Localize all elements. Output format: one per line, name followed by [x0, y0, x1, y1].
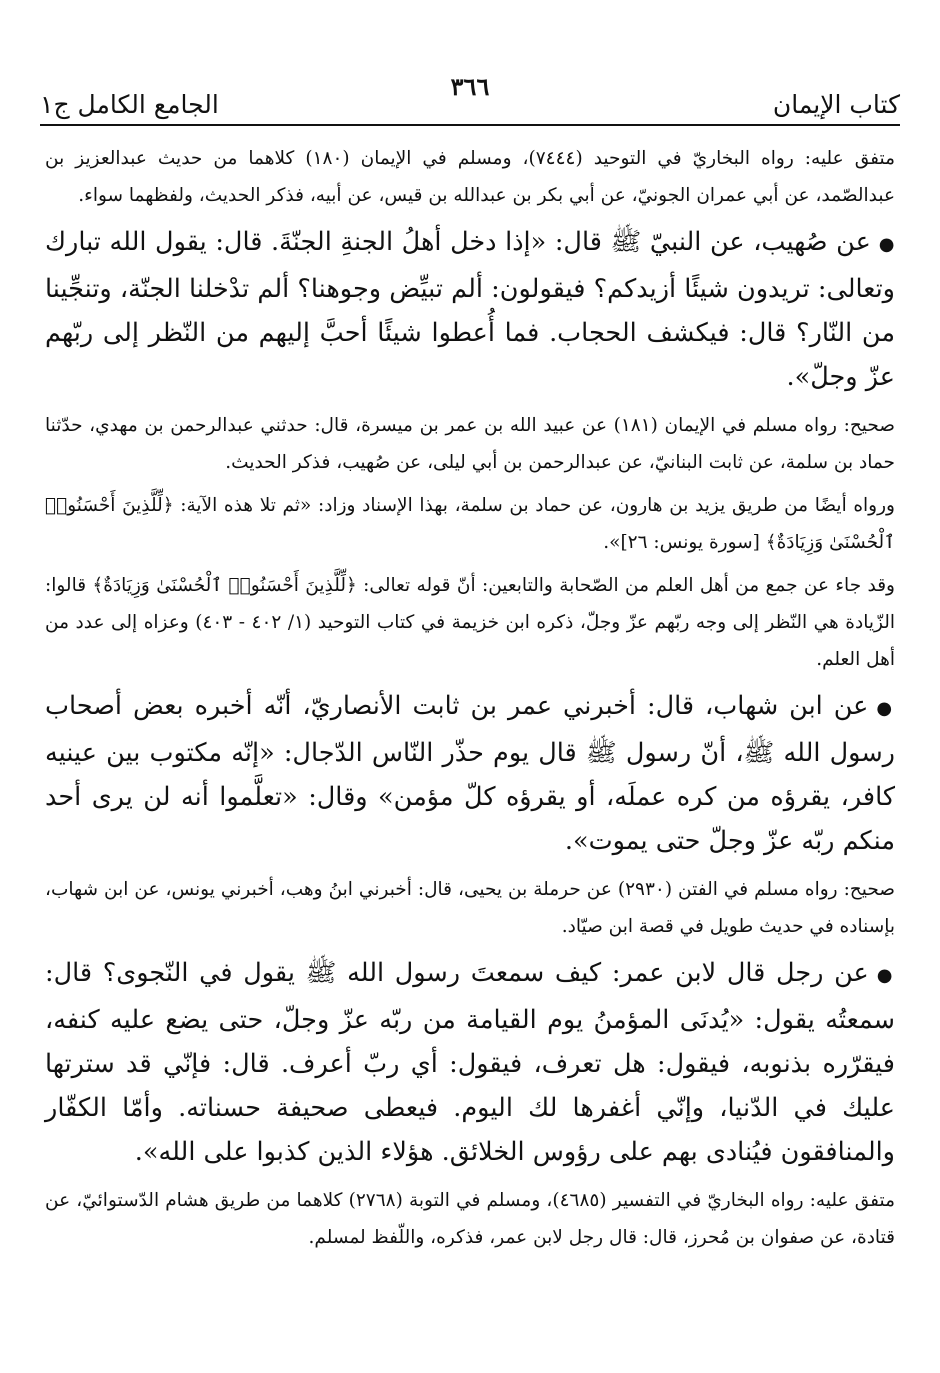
paragraph-text: وقد جاء عن جمع من أهل العلم من الصّحابة والتابعين: أنّ قوله تعالى: ﴿لِّلَّذِينَ أَحْسَنُوا۟ ٱلْحُسْنَىٰ وَزِيَادَةٌ﴾ قالوا: الزّيادة هي النّظر إلى وجه ربّهم عزّ وجلّ، ذكره ابن خزيمة في كتاب التوحيد (١/ ٤٠٢ - ٤٠٣) وعزاه إلى عدد من أهل العلم. — [45, 575, 895, 670]
bullet-icon: ● — [876, 965, 895, 986]
page-number: ٣٦٦ — [450, 72, 490, 101]
takhrij-note — [45, 407, 895, 481]
takhrij-note — [45, 871, 895, 945]
hadith-text — [45, 220, 895, 399]
chapter-title: كتاب الإيمان — [772, 90, 900, 119]
paragraph-text: صحيح: رواه مسلم في الفتن (٢٩٣٠) عن حرملة بن يحيى، قال: أخبرني ابنُ وهب، أخبرني يونس، عن ابن شهاب، بإسناده في حديث طويل في قصة ابن صيّاد. — [45, 879, 895, 937]
takhrij-note — [45, 140, 895, 214]
bullet-icon: ● — [876, 698, 895, 719]
paragraph-text: متفق عليه: رواه البخاريّ في التفسير (٤٦٨٥)، ومسلم في التوبة (٢٧٦٨) كلاهما من طريق هشام الدّستوائيّ، عن قتادة، عن صفوان بن مُحرز، قال: قال رجل لابن عمر، فذكره، واللّفظ لمسلم. — [45, 1190, 895, 1248]
takhrij-note — [45, 487, 895, 561]
takhrij-note — [45, 1182, 895, 1256]
book-title: الجامع الكامل ج١ — [40, 90, 219, 119]
page-body — [45, 140, 895, 1262]
paragraph-text: عن ابن شهاب، قال: أخبرني عمر بن ثابت الأنصاريّ، أنّه أخبره بعض أصحاب رسول الله ﷺ، أنّ رسول ﷺ قال يوم حذّر النّاس الدّجال: «إنّه مكتوب بين عينيه كافر، يقرؤه من كره عملَه، أو يقرؤه كلّ مؤمن» وقال: «تعلَّموا أنه لن يرى أحد منكم ربّه عزّ وجلّ حتى يموت». — [45, 691, 895, 856]
page-header — [40, 60, 900, 126]
hadith-text — [45, 951, 895, 1174]
takhrij-note — [45, 567, 895, 678]
paragraph-text: صحيح: رواه مسلم في الإيمان (١٨١) عن عبيد الله بن عمر بن ميسرة، قال: حدثني عبدالرحمن بن مهدي، حدّثنا حماد بن سلمة، عن ثابت البنانيّ، عن عبدالرحمن بن أبي ليلى، عن صُهيب، فذكر الحديث. — [45, 415, 895, 473]
paragraph-text: ورواه أيضًا من طريق يزيد بن هارون، عن حماد بن سلمة، بهذا الإسناد وزاد: «ثم تلا هذه الآية: ﴿لِّلَّذِينَ أَحْسَنُوا۟ ٱلْحُسْنَىٰ وَزِيَادَةٌ﴾ [سورة يونس: ٢٦]». — [45, 495, 895, 553]
hadith-text — [45, 684, 895, 863]
paragraph-text: عن رجل قال لابن عمر: كيف سمعتَ رسول الله ﷺ يقول في النّجوى؟ قال: سمعتُه يقول: «يُدنَى المؤمنُ يوم القيامة من ربّه عزّ وجلّ، حتى يضع عليه كنفه، فيقرّره بذنوبه، فيقول: هل تعرف، فيقول: أي ربّ أعرف. قال: فإنّي قد سترتها عليك في الدّنيا، وإنّي أغفرها لك اليوم. فيعطى صحيفة حسناته. وأمّا الكفّار والمنافقون فيُنادى بهم على رؤوس الخلائق. هؤلاء الذين كذبوا على الله». — [45, 958, 895, 1167]
bullet-icon: ● — [878, 234, 895, 255]
paragraph-text: متفق عليه: رواه البخاريّ في التوحيد (٧٤٤٤)، ومسلم في الإيمان (١٨٠) كلاهما من حديث عبدالعزيز بن عبدالصّمد، عن أبي عمران الجونيّ، عن أبي بكر بن عبدالله بن قيس، عن أبيه، فذكر الحديث، ولفظهما سواء. — [45, 148, 895, 206]
paragraph-text: عن صُهيب، عن النبيّ ﷺ قال: «إذا دخل أهلُ الجنةِ الجنّةَ. قال: يقول الله تبارك وتعالى: تريدون شيئًا أزيدكم؟ فيقولون: ألم تبيِّض وجوهنا؟ ألم تدْخلنا الجنّة، وتنجِّينا من النّار؟ قال: فيكشف الحجاب. فما أُعطوا شيئًا أحبَّ إليهم من النّظر إلى ربّهم عزّ وجلّ». — [45, 227, 895, 392]
